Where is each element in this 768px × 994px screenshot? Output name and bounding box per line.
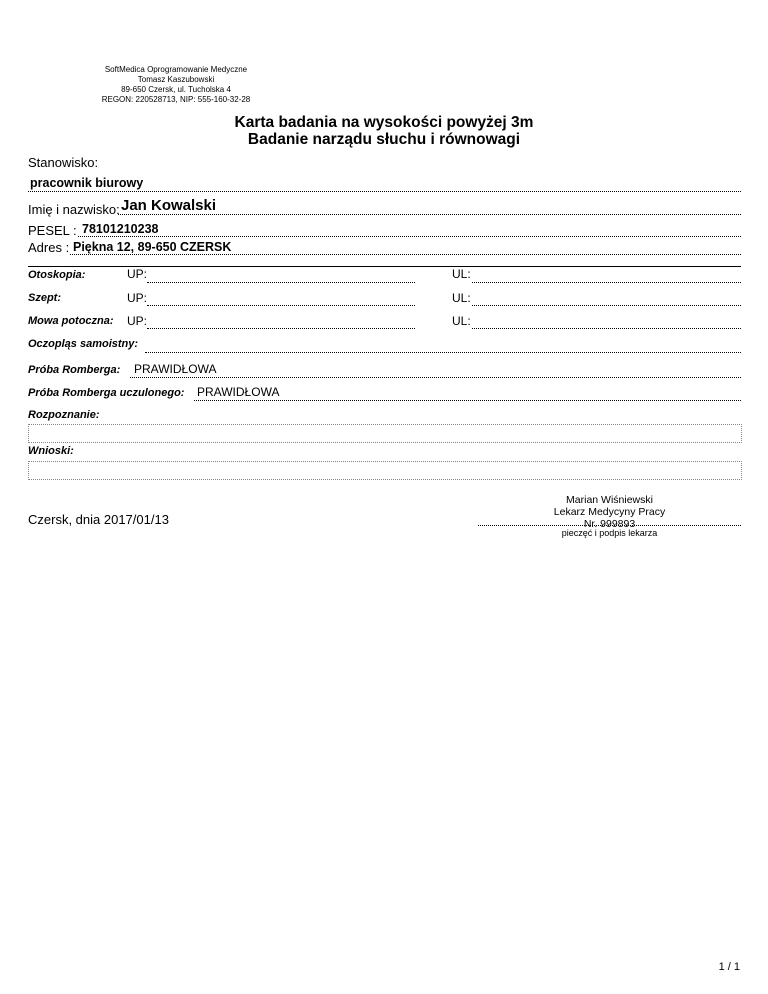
diagnosis-box xyxy=(28,424,742,443)
conclusions-label: Wnioski: xyxy=(28,445,74,457)
whisper-up-line xyxy=(147,305,415,306)
otoscopy-label: Otoskopia: xyxy=(28,269,86,281)
whisper-ul-label: UL: xyxy=(452,291,471,305)
diagnosis-label: Rozpoznanie: xyxy=(28,409,100,421)
doctor-number: Nr. 999893 xyxy=(583,518,636,530)
whisper-up-label: UP: xyxy=(127,291,148,305)
otoscopy-up-line xyxy=(147,282,415,283)
nystagmus-line xyxy=(145,352,741,353)
position-value: pracownik biurowy xyxy=(30,176,144,190)
name-line xyxy=(118,214,741,215)
name-label: Imię i nazwisko: xyxy=(28,202,120,217)
address-label: Adres : xyxy=(28,240,70,255)
romberg-value: PRAWIDŁOWA xyxy=(134,362,217,376)
otoscopy-ul-label: UL: xyxy=(452,267,471,281)
pesel-label: PESEL : xyxy=(28,223,77,238)
speech-up-line xyxy=(147,328,415,329)
romberg-sensitized-label: Próba Romberga uczulonego: xyxy=(28,387,185,399)
doctor-name: Marian Wiśniewski xyxy=(566,494,653,506)
speech-label: Mowa potoczna: xyxy=(28,315,114,327)
title-line-1: Karta badania na wysokości powyżej 3m xyxy=(234,114,534,131)
romberg-sensitized-line xyxy=(194,400,741,401)
name-value: Jan Kowalski xyxy=(121,197,217,214)
speech-ul-line xyxy=(472,328,741,329)
company-name: SoftMedica Oprogramowanie Medyczne xyxy=(104,65,248,74)
title-line-2: Badanie narządu słuchu i równowagi xyxy=(247,131,521,148)
otoscopy-up-label: UP: xyxy=(127,267,148,281)
doctor-title: Lekarz Medycyny Pracy xyxy=(553,506,666,518)
whisper-ul-line xyxy=(472,305,741,306)
company-owner: Tomasz Kaszubowski xyxy=(137,75,215,84)
signature-line xyxy=(478,525,741,526)
position-label: Stanowisko: xyxy=(28,155,99,170)
nystagmus-label: Oczopląs samoistny: xyxy=(28,338,139,350)
document-title xyxy=(0,114,768,148)
company-header xyxy=(96,65,256,105)
pesel-value: 78101210238 xyxy=(82,222,159,236)
romberg-label: Próba Romberga: xyxy=(28,364,121,376)
position-line xyxy=(28,191,741,192)
whisper-label: Szept: xyxy=(28,292,61,304)
place-date: Czersk, dnia 2017/01/13 xyxy=(28,512,169,527)
stamp-caption: pieczęć i podpis lekarza xyxy=(561,528,658,538)
conclusions-box xyxy=(28,461,742,480)
speech-up-label: UP: xyxy=(127,314,148,328)
page-number: 1 / 1 xyxy=(718,961,740,973)
address-value: Piękna 12, 89-650 CZERSK xyxy=(73,240,232,254)
company-ids: REGON: 220528713, NIP: 555-160-32-28 xyxy=(101,95,251,104)
company-address: 89-650 Czersk, ul. Tucholska 4 xyxy=(121,85,231,94)
otoscopy-ul-line xyxy=(472,282,741,283)
pesel-line xyxy=(78,236,741,237)
address-line xyxy=(70,254,741,255)
speech-ul-label: UL: xyxy=(452,314,471,328)
romberg-sensitized-value: PRAWIDŁOWA xyxy=(197,385,280,399)
romberg-line xyxy=(130,377,741,378)
